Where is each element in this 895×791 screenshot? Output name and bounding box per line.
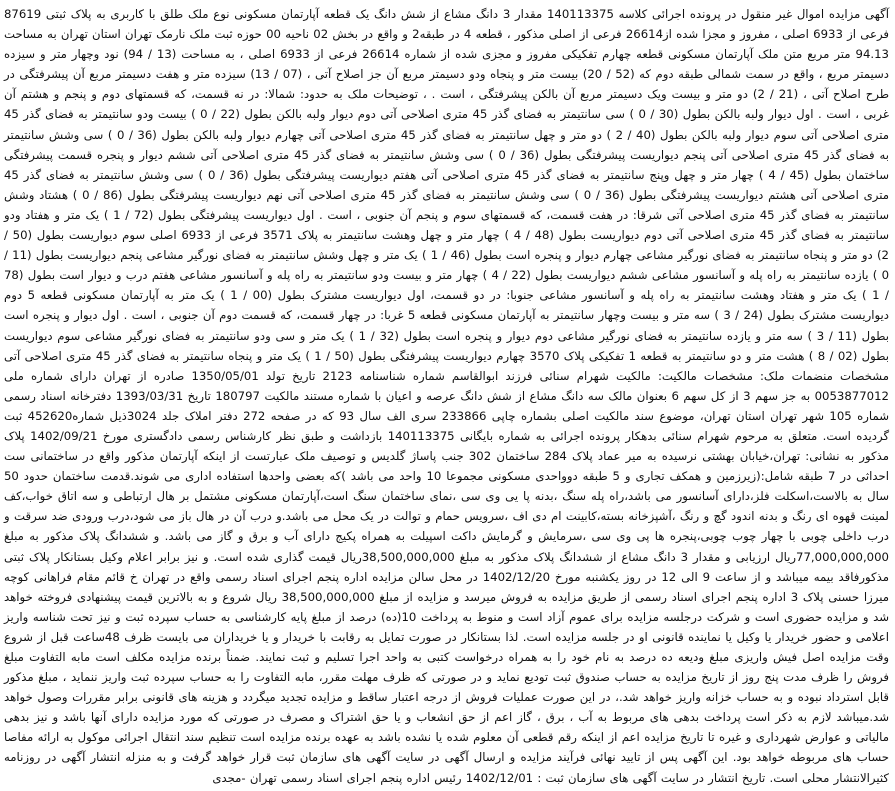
notice-body-text: آگهی مزایده اموال غیر منقول در پرونده اجرائی کلاسه 140113375 مقدار 3 دانگ مشاع از شش دانگ یک قطعه آپارتمان مسکونی نوع ملک طلق با کاربری به پلاک ثبتی 87619 فرعی از 6933 اصلی ، مفروز و مجزا شده از26614 فرعی از اصلی مذکور ، قطعه 4 در طبقه2 و واقع در بخش 02 ناحیه 00 حوزه ثبت ملک نارمک تهران استان تهران به مساحت 94.13 متر مربع متن ملک آپارتمان مسکونی قطعه چهارم تفکیکی مفروز و مجزی شده از شماره 26614 فرعی از 6933 اصلی ، به مساحت (13 / 94) نود وچهار متر و سیزده دسیمتر مربع ، واقع در سمت شمالی طبقه دوم که (52 / 20) بیست متر و پنجاه ودو دسیمتر مربع آن جز اصلاح آتی ، (07 / 13) سیزده متر و هفت دسیمتر مربع آن پیشرفتگی در طرح اصلاح آتی ، (21 / 2) دو متر و بیست ویک دسیمتر مربع آن بالکن پیشرفتگی ، است . ، توضیحات ملک به حدود: شمالا: در نه قسمت، که قسمتهای دوم و پنجم و هشتم آن غربی ، است . اول دیوار ولبه بالکن بطول (30 / 0 ) سی سانتیمتر به فضای گذر 45 متری اصلاحی آتی دوم دیوار ولبه بالکن بطول (22 / 0 ) بیست ودو سانتیمتر به فضای گذر 45 متری اصلاحی آتی سوم دیوار ولبه بالکن بطول (40 / 2 ) دو متر و چهل سانتیمتر به فضای گذر 45 متری اصلاحی آتی چهارم دیوار ولبه بالکن بطول (36 / 0 ) سی وشش سانتیمتر به فضای گذر 45 متری اصلاحی آتی پنجم دیواریست پیشرفتگی بطول (36 / 0 ) سی وشش سانتیمتر به فضای گذر 45 متری اصلاحی آتی ششم دیوار و پنجره قسمت پیشرفتگی ساختمان بطول (45 / 4 ) چهار متر و چهل وپنج سانتیمتر به فضای گذر 45 متری اصلاحی آتی هفتم دیواریست پیشرفتگی بطول (36 / 0 ) سی وشش سانتیمتر به فضای گذر 45 متری اصلاحی آتی هشتم دیواریست پیشرفتگی بطول (36 / 0 ) سی وشش سانتیمتر به فضای گذر 45 متری اصلاحی آتی نهم دیواریست پیشرفتگی بطول (86 / 0 ) هشتاد وشش سانتیمتر به فضای گذر 45 متری اصلاحی آتی شرقا: در هفت قسمت، که قسمتهای سوم و پنجم آن جنوبی ، است . اول دیواریست پیشرفتگی بطول (72 / 1 ) یک متر و هفتاد ودو سانتیمتر به فضای گذر 45 متری اصلاحی آتی دوم دیواریست بطول (48 / 4 ) چهار متر و چهل وهشت سانتیمتر به پلاک 3571 فرعی از 6933 اصلی سوم دیواریست بطول (50 / 2) دو متر و پنجاه سانتیمتر به فضای نورگیر مشاعی چهارم دیوار و پنجره است بطول (46 / 1 ) یک متر و چهل وشش سانتیمتر به فضای نورگیر مشاعی پنجم دیواریست بطول (11 / 0 ) یازده سانتیمتر به راه پله و آسانسور مشاعی ششم دیواریست بطول (22 / 4 ) چهار متر و بیست ودو سانتیمتر به راه پله و آسانسور مشاعی هفتم درب و دیوار است بطول (78 / 1 ) یک متر و هفتاد وهشت سانتیمتر به راه پله و آسانسور مشاعی جنوبا: در دو قسمت، اول دیواریست مشترک بطول (00 / 1 ) یک متر به آپارتمان مسکونی قطعه 5 دوم دیواریست مشترک بطول (24 / 3 ) سه متر و بیست وچهار سانتیمتر به آپارتمان مسکونی قطعه 5 غربا: در چهار قسمت، که قسمت دوم آن جنوبی ، است . اول دیوار و پنجره است بطول (11 / 3 ) سه متر و یازده سانتیمتر به فضای نورگیر مشاعی دوم دیوار و پنجره است بطول (32 / 1 ) یک متر و سی ودو سانتیمتر به فضای نورگیر مشاعی سوم دیواریست بطول (02 / 8 ) هشت متر و دو سانتیمتر به قطعه 1 تفکیکی پلاک 3570 چهارم دیواریست پیشرفتگی بطول (50 / 1 ) یک متر و پنجاه سانتیمتر به فضای گذر 45 متری اصلاحی آتی مشخصات منضمات ملک: مشخصات مالکیت: مالکیت شهرام سنائی فرزند ابوالقاسم شماره شناسنامه 2123 تاریخ تولد 1350/05/01 صادره از تهران دارای شماره ملی 0053877012 به جز سهم 3 از کل سهم 6 بعنوان مالک سه دانگ مشاع از شش دانگ عرصه و اعیان با شماره مستند مالکیت 180797 تاریخ 1393/03/31 دفترخانه اسناد رسمی شماره 105 شهر تهران استان تهران، موضوع سند مالکیت اصلی بشماره چاپی 233866 سری الف سال 93 که در صفحه 272 دفتر املاک جلد 3024ذیل شماره452620 ثبت گردیده است. متعلق به مرحوم شهرام سنائی بدهکار پرونده اجرائی به شماره بایگانی 140113375 بازداشت و طبق نظر کارشناس رسمی دادگستری مورخ 1402/09/21 پلاک مذکور به نشانی: تهران،خیابان بهشتی نرسیده به میر عماد پلاک 284 ساختمان 302 جنب پاساژ گلدیس و توصیف ملک عبارتست از اینکه آپارتمان مذکور واقع در ساختمانی ست احداثی در 7 طبقه شامل:(زیرزمین و همکف تجاری و 5 طبقه دوواحدی مسکونی مجموعا 10 واحد می باشد )که بعضی واحدها استفاده اداری می شوند.قدمت ساختمان حدود 50 سال به بالاست،اسکلت فلز،دارای آسانسور می باشد،راه پله سنگ ،بدنه پا یی وی سی ،نمای ساختمان سنگ است،آپارتمان مسکونی مشتمل بر هال ارتباطی و سه اتاق خواب،کف لمینت قهوه ای رنگ و بدنه اندود گچ و رنگ ،آشپزخانه بسته،کابینت ام دی اف ،سرویس حمام و توالت در یک محل می باشد.و درب آن در هال باز می شود،درب ورودی ضد سرقت و درب داخلی چوبی با چهار چوب چوبی،پنجره ها پی وی سی ،سرمایش و گرمایش داکت اسپیلت به همراه پکیج دارای آب و برق و گاز می باشد. و ششدانگ پلاک مذکور به مبلغ 77,000,000,000ریال ارزیابی و مقدار 3 دانگ مشاع از ششدانگ پلاک مذکور به مبلغ 38,500,000,000ریال قیمت گذاری شده است. و نیز برابر اعلام وکیل بستانکار پلاک ثبتی مذکورفاقد بیمه میباشد و از ساعت 9 الی 12 در روز یکشنبه مورخ 1402/12/20 در محل سالن مزایده اداره پنجم اجرای اسناد رسمی واقع در تهران خ قائم مقام فراهانی کوچه میرزا حسنی پلاک 3 اداره پنجم اجرای اسناد رسمی از طریق مزایده به فروش میرسد و مزایده از مبلغ 38,500,000,000 ریال شروع و به بالاترین قیمت پیشنهادی فروخته خواهد شد و مزایده حضوری است و شرکت درجلسه مزایده برای عموم آزاد است و منوط به پرداخت 10(ده) درصد از مبلغ پایه کارشناسی به حساب سپرده ثبت و نیز تحت شناسه واریز اعلامی و حضور خریدار یا وکیل یا نماینده قانونی او در جلسه مزایده است. لذا بستانکار در صورت تمایل به رقابت با خریدار و یا خریداران می بایست ظرف 48ساعت قبل از شروع وقت مزایده اصل فیش واریزی مبلغ ودیعه ده درصد به نام خود را به همراه درخواست کتبی به واحد اجرا تسلیم و ثبت نمایند. ضمناً برنده مزایده مکلف است مابه التفاوت مبلغ فروش را ظرف مدت پنج روز از تاریخ مزایده به حساب صندوق ثبت تودیع نماید و در صورتی که ظرف مهلت مقرر، مابه التفاوت را به حساب سپرده ثبت واریز ننماید ، مبلغ مذکور قابل استرداد نبوده و به حساب خزانه واریز خواهد شد.، در این صورت عملیات فروش از درجه اعتبار ساقط و مزایده تجدید میگردد و هزینه های قانونی برابر مقررات وصول خواهد شد.میباشد لازم به ذکر است پرداخت بدهی های مربوط به آب ، برق ، گاز اعم از حق انشعاب و یا حق اشتراک و مصرف در صورتی که مورد مزایده دارای آنها باشد و نیز بدهی مالیاتی و عوارض شهرداری و غیره تا تاریخ مزایده اعم از اینکه رقم قطعی آن معلوم شده یا نشده باشد به عهده برنده مزایده است تنظیم سند انتقال اجرائی موکول به ارائه مفاصا حساب های مربوطه خواهد بود. این آگهی پس از تایید نهائی فرآیند مزایده و ارسال آگهی در سایت آگهی های سازمان ثبت قرار خواهد گرفت و به منزله انتشار آگهی در روزنامه کثیرالانتشار محلی است. تاریخ انتشار در سایت آگهی های سازمان ثبت : 1402/12/01 رئیس اداره پنجم اجرای اسناد رسمی تهران -مجدی <box>4 7 890 785</box>
